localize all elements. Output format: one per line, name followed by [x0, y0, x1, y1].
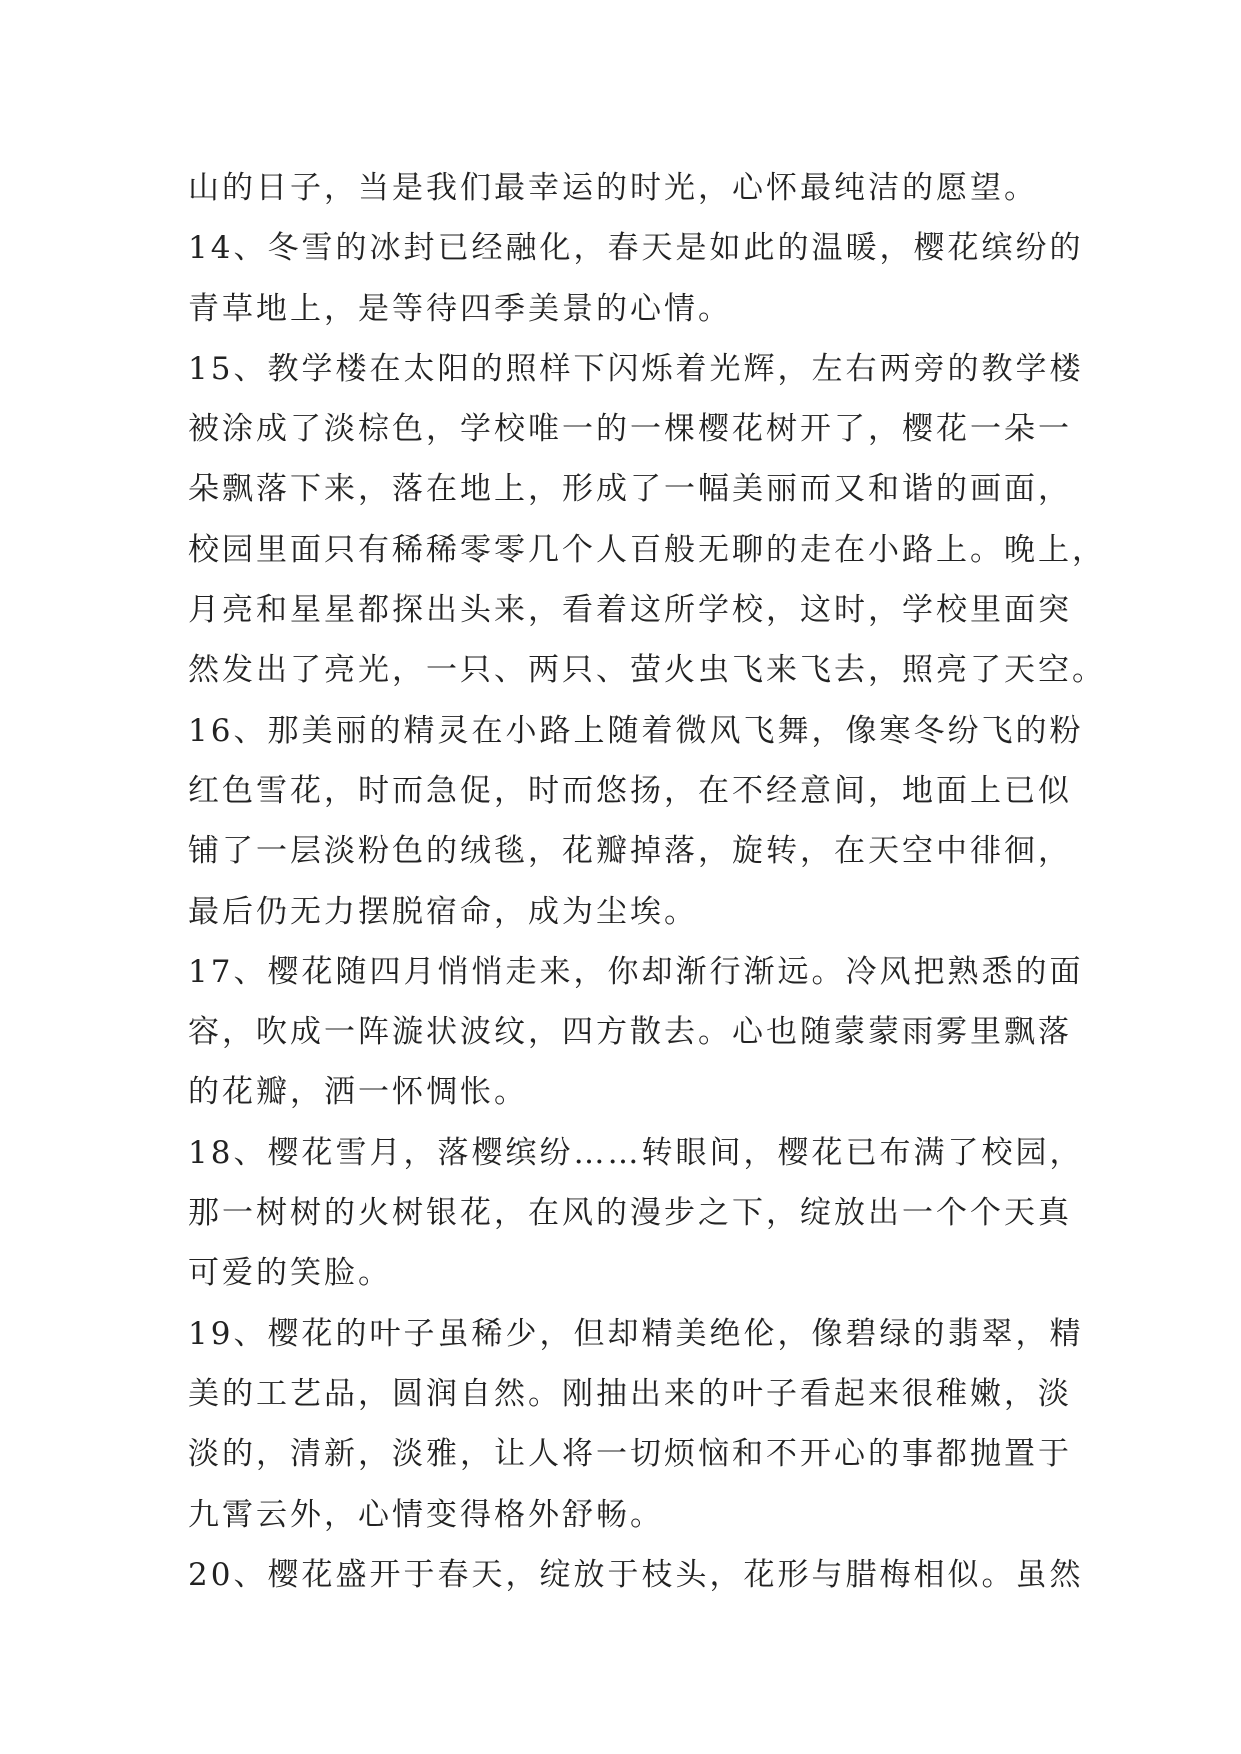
text-line: 被涂成了淡棕色，学校唯一的一棵樱花树开了，樱花一朵一 — [188, 411, 1072, 448]
text-line: 14、冬雪的冰封已经融化，春天是如此的温暖，樱花缤纷的 — [188, 230, 1084, 267]
text-line: 15、教学楼在太阳的照样下闪烁着光辉，左右两旁的教学楼 — [188, 350, 1084, 387]
text-line: 最后仍无力摆脱宿命，成为尘埃。 — [188, 893, 698, 930]
text-line: 20、樱花盛开于春天，绽放于枝头，花形与腊梅相似。虽然 — [188, 1556, 1084, 1593]
text-line: 17、樱花随四月悄悄走来，你却渐行渐远。冷风把熟悉的面 — [188, 953, 1084, 990]
text-line: 那一树树的火树银花，在风的漫步之下，绽放出一个个天真 — [188, 1195, 1072, 1232]
text-line: 18、樱花雪月，落樱缤纷……转眼间，樱花已布满了校园， — [188, 1134, 1084, 1171]
text-line: 淡的，清新，淡雅，让人将一切烦恼和不开心的事都抛置于 — [188, 1436, 1072, 1473]
text-line: 然发出了亮光，一只、两只、萤火虫飞来飞去，照亮了天空。 — [188, 652, 1106, 689]
text-line: 16、那美丽的精灵在小路上随着微风飞舞，像寒冬纷飞的粉 — [188, 712, 1084, 749]
text-line: 朵飘落下来，落在地上，形成了一幅美丽而又和谐的画面， — [188, 471, 1072, 508]
text-line: 19、樱花的叶子虽稀少，但却精美绝伦，像碧绿的翡翠，精 — [188, 1315, 1084, 1352]
text-line: 校园里面只有稀稀零零几个人百般无聊的走在小路上。晚上， — [188, 531, 1106, 568]
text-line: 红色雪花，时而急促，时而悠扬，在不经意间，地面上已似 — [188, 772, 1072, 809]
text-line: 青草地上，是等待四季美景的心情。 — [188, 290, 732, 327]
text-line: 容，吹成一阵漩状波纹，四方散去。心也随蒙蒙雨雾里飘落 — [188, 1014, 1072, 1051]
text-line: 铺了一层淡粉色的绒毯，花瓣掉落，旋转，在天空中徘徊， — [188, 833, 1072, 870]
text-line: 山的日子，当是我们最幸运的时光，心怀最纯洁的愿望。 — [188, 170, 1038, 206]
text-line: 月亮和星星都探出头来，看着这所学校，这时，学校里面突 — [188, 592, 1072, 629]
document-body — [188, 158, 1106, 1605]
text-line: 的花瓣，洒一怀惆怅。 — [188, 1074, 528, 1111]
text-line: 美的工艺品，圆润自然。刚抽出来的叶子看起来很稚嫩，淡 — [188, 1375, 1072, 1412]
text-line: 九霄云外，心情变得格外舒畅。 — [188, 1496, 664, 1533]
text-line: 可爱的笑脸。 — [188, 1255, 392, 1292]
